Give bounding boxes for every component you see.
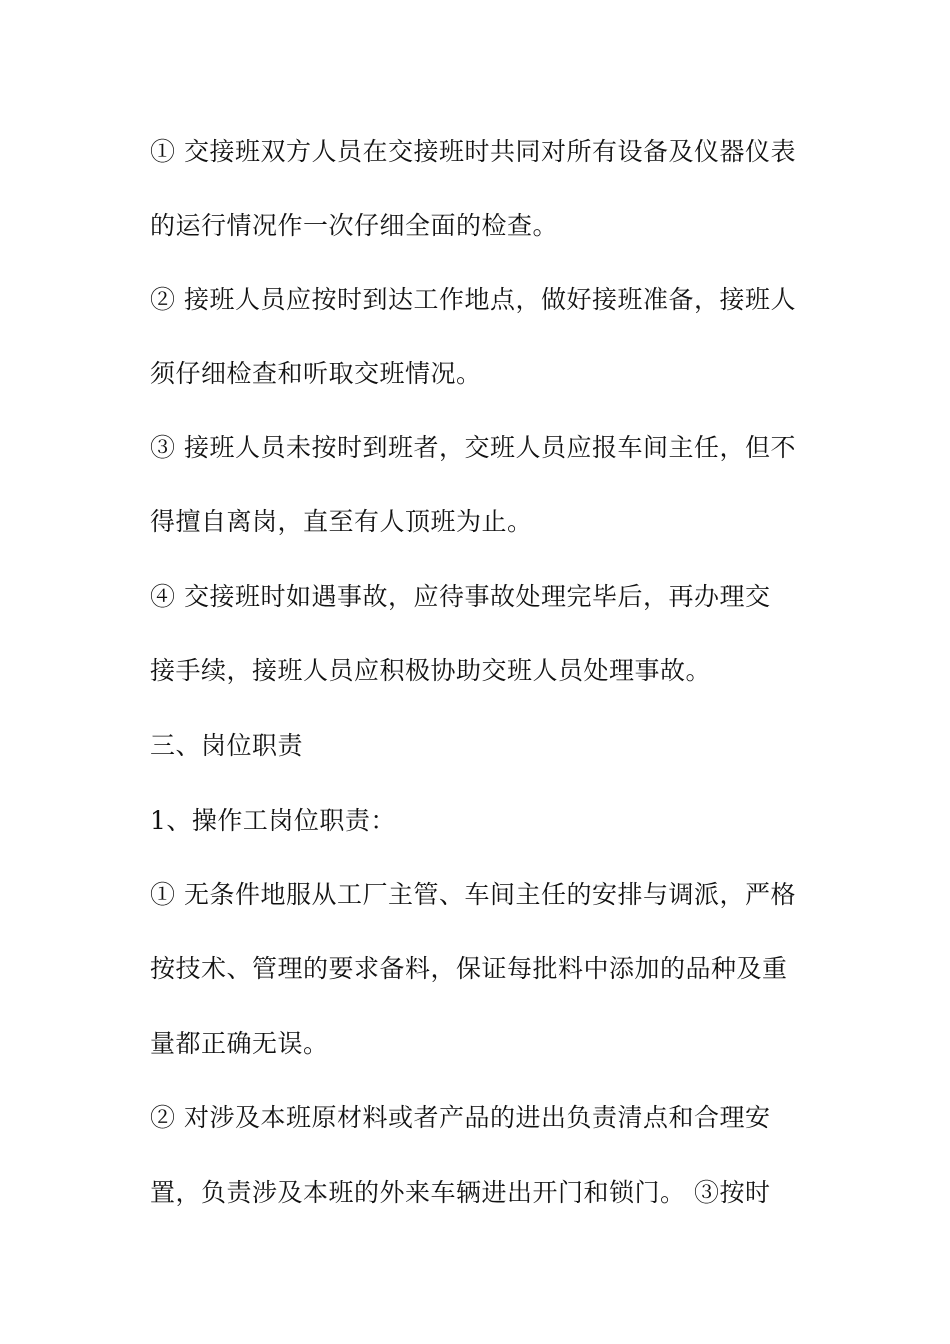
text-line: 量都正确无误。 (150, 1029, 329, 1058)
text-line: ① 交接班双方人员在交接班时共同对所有设备及仪器仪表 (150, 137, 796, 166)
text-line: ④ 交接班时如遇事故，应待事故处理完毕后，再办理交 (150, 582, 771, 611)
subsection-heading: 1、操作工岗位职责： (150, 806, 396, 835)
text-line: 接手续，接班人员应积极协助交班人员处理事故。 (150, 656, 712, 685)
text-line: 须仔细检查和听取交班情况。 (150, 359, 482, 388)
text-line: ② 对涉及本班原材料或者产品的进出负责清点和合理安 (150, 1103, 771, 1132)
text-line: 按技术、管理的要求备料，保证每批料中添加的品种及重 (150, 954, 788, 983)
text-line: 得擅自离岗，直至有人顶班为止。 (150, 507, 533, 536)
text-line: 置，负责涉及本班的外来车辆进出开门和锁门。 ③按时 (150, 1178, 771, 1207)
section-heading: 三、岗位职责 (150, 731, 304, 760)
text-line: ② 接班人员应按时到达工作地点，做好接班准备，接班人 (150, 285, 796, 314)
text-line: ③ 接班人员未按时到班者，交班人员应报车间主任，但不 (150, 433, 796, 462)
text-line: ① 无条件地服从工厂主管、车间主任的安排与调派，严格 (150, 880, 796, 909)
text-line: 的运行情况作一次仔细全面的检查。 (150, 211, 559, 240)
